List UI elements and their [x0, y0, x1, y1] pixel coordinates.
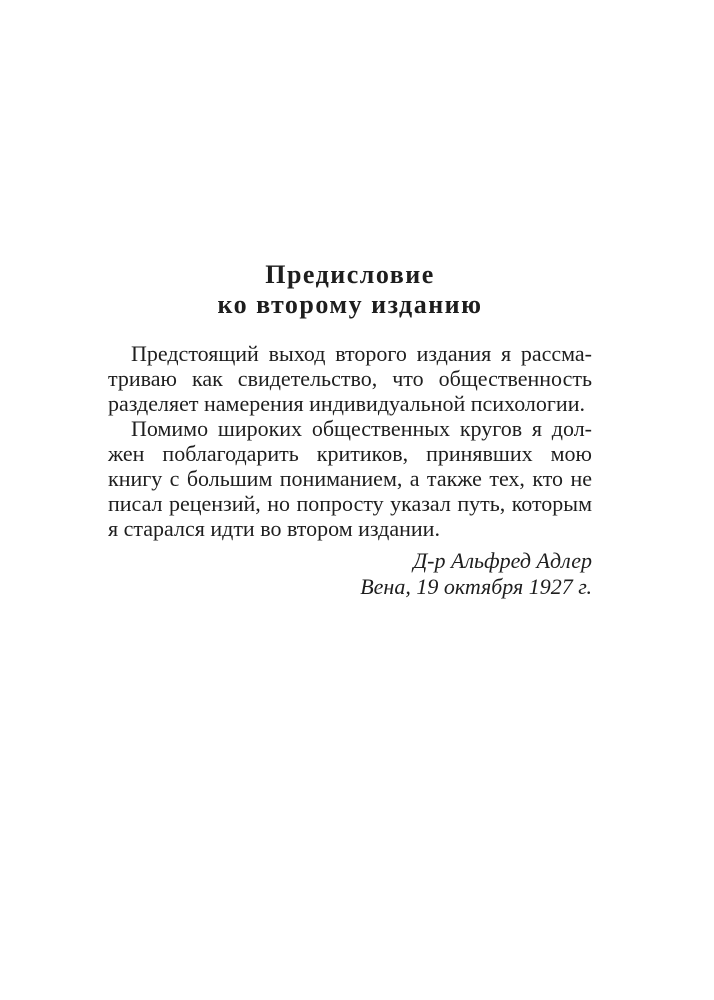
paragraph-line: жен поблагодарить критиков, принявших мою: [108, 441, 592, 466]
paragraph-line: писал рецензий, но попросту указал путь, которым: [108, 491, 592, 516]
text-column: [108, 260, 592, 600]
paragraphs: [108, 341, 592, 541]
heading-line-2: ко второму изданию: [217, 290, 483, 319]
heading-line-1: Предисловие: [265, 260, 435, 289]
signature-place-date: Вена, 19 октября 1927 г.: [360, 574, 592, 599]
paragraph-line: триваю как свидетельство, что общественность: [108, 366, 592, 391]
paragraph-line: Помимо широких общественных кругов я дол-: [131, 416, 592, 441]
paragraph-line: я старался идти во втором издании.: [108, 516, 440, 541]
paragraph-line: разделяет намерения индивидуальной психологии.: [108, 391, 585, 416]
signature-author: Д-р Альфред Адлер: [413, 548, 592, 573]
paragraph-line: книгу с большим пониманием, а также тех, кто не: [108, 466, 592, 491]
signature-block: [108, 548, 592, 600]
paragraph-line: Предстоящий выход второго издания я рассма-: [131, 341, 592, 366]
chapter-heading: [108, 260, 592, 320]
